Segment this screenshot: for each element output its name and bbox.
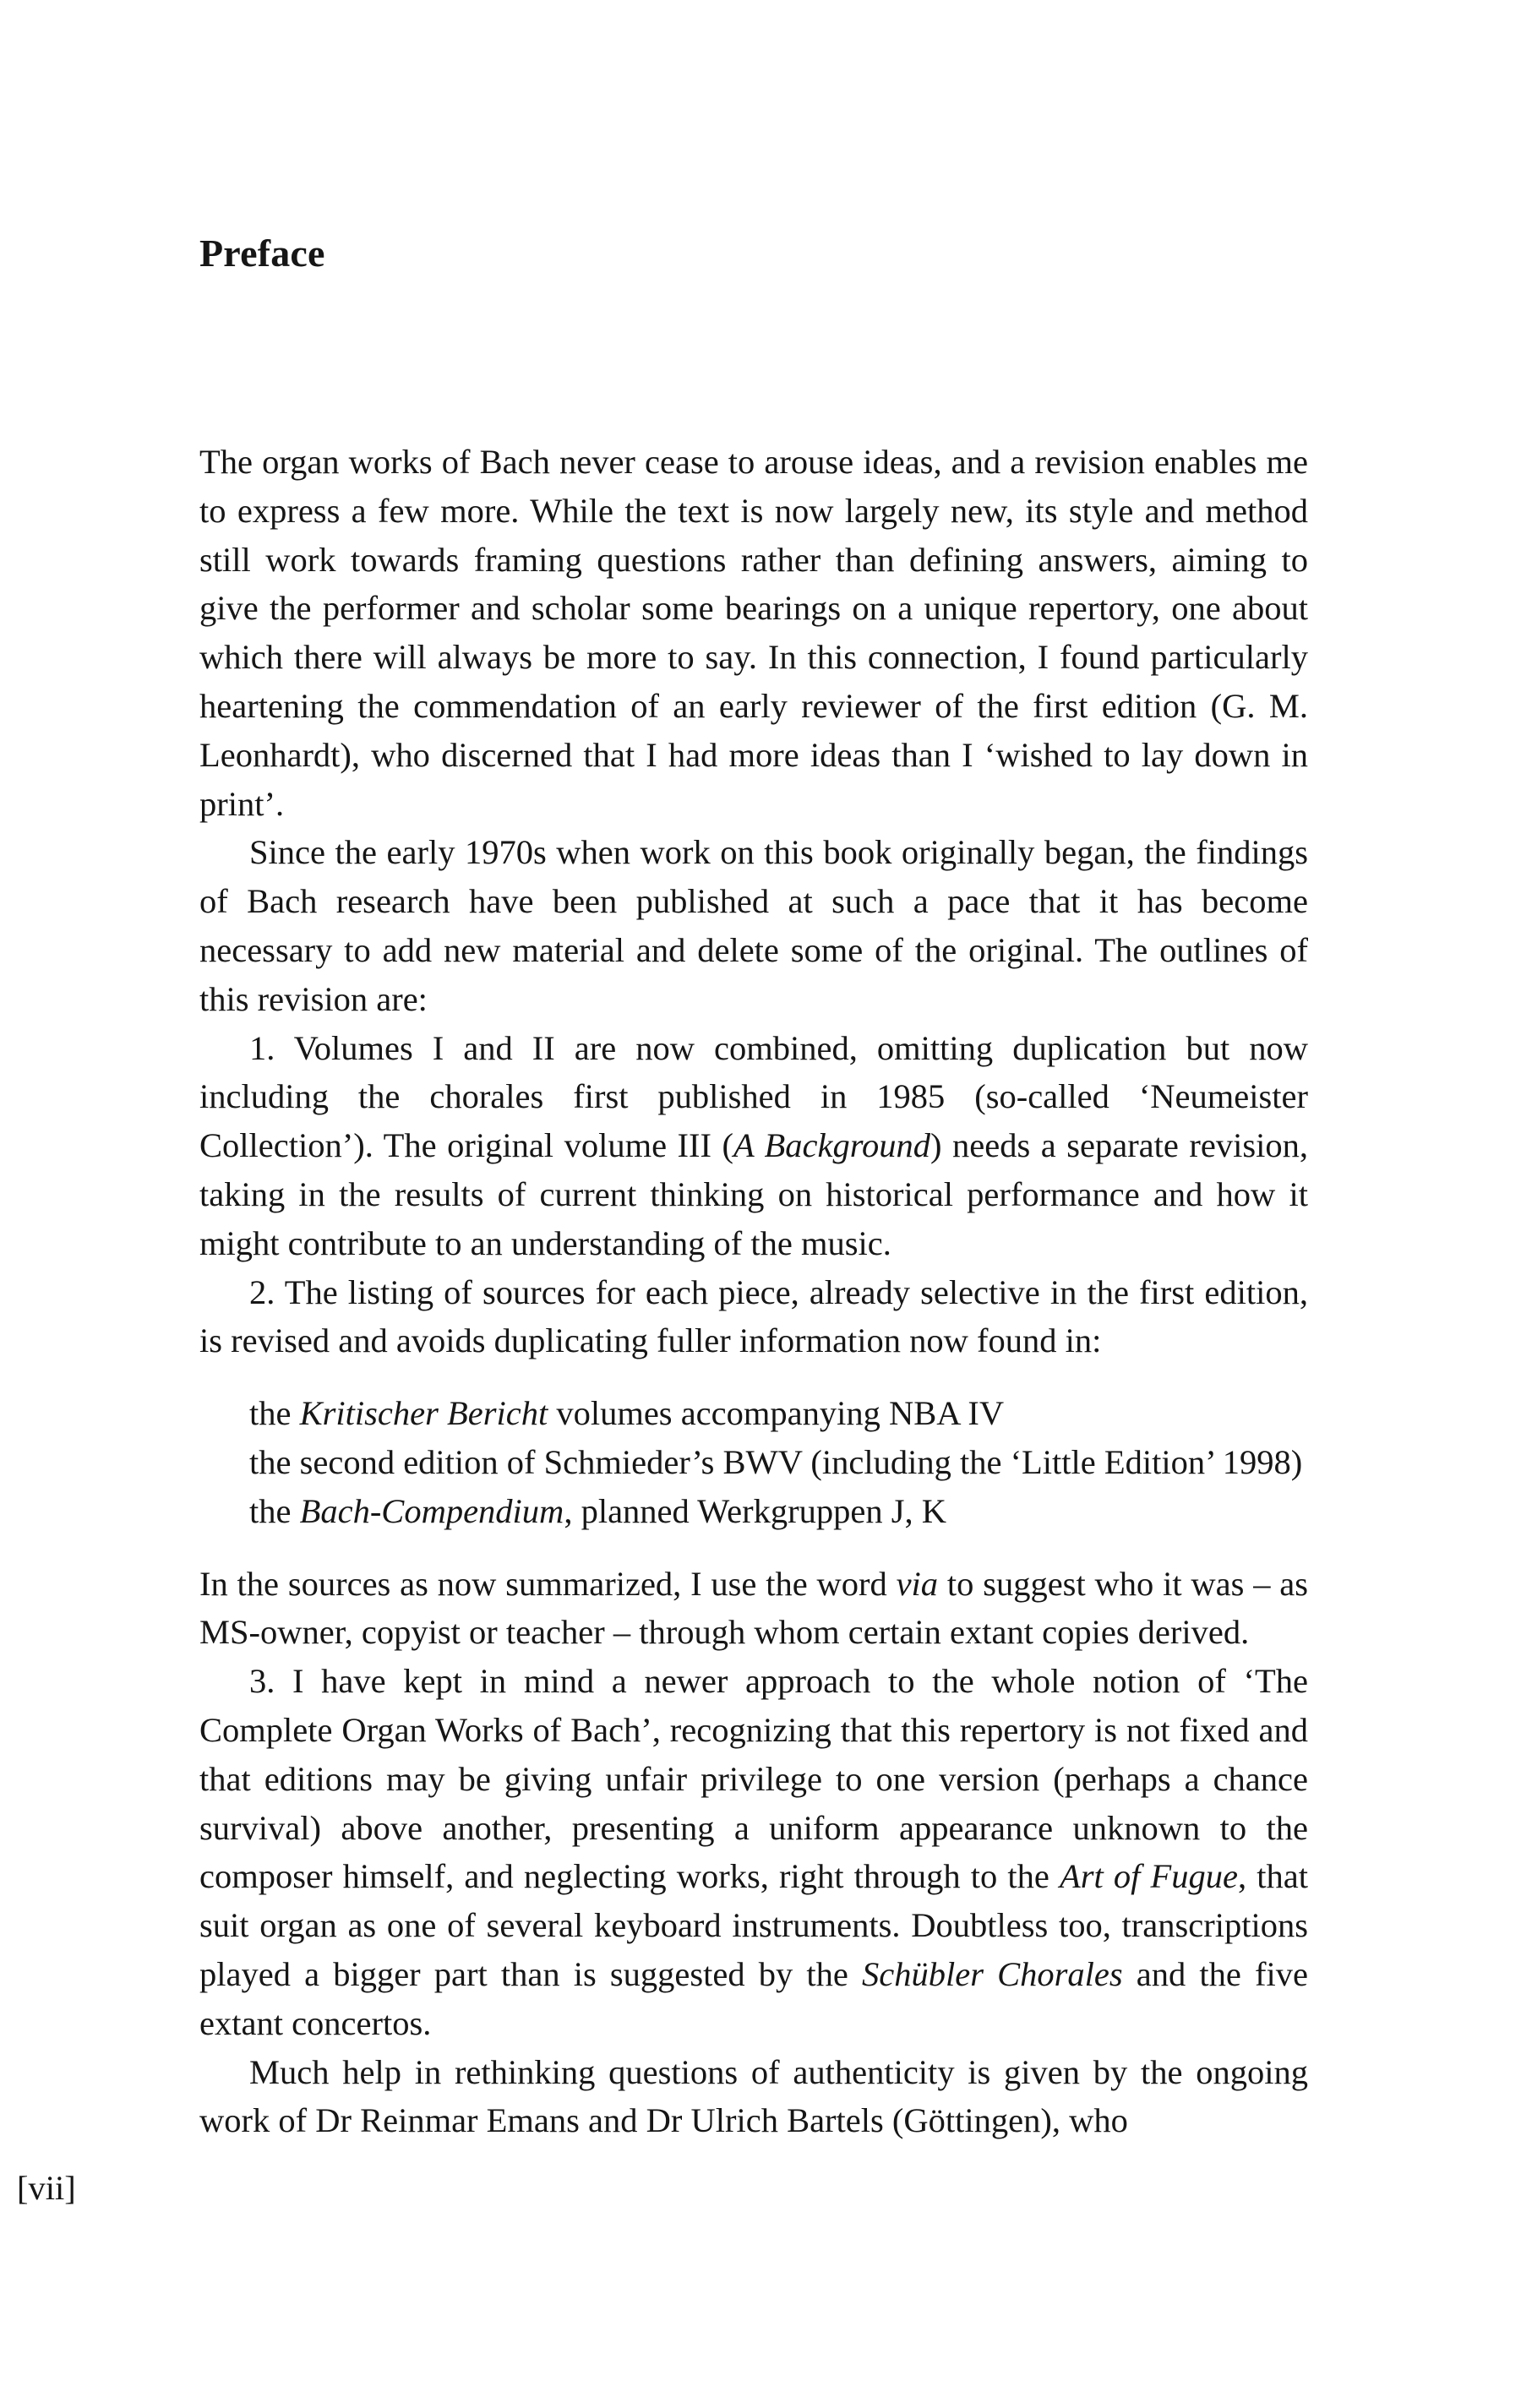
page-title: Preface bbox=[199, 232, 325, 275]
paragraph-via-note: In the sources as now summarized, I use the word via to suggest who it was – as MS-owner, copyist or teacher – through whom certain extant copies derived. bbox=[199, 1564, 1309, 1652]
paragraph-authenticity: Much help in rethinking questions of authenticity is given by the ongoing work of Dr Reinmar Emans and Dr Ulrich Bartels (Göttingen), who bbox=[199, 2052, 1308, 2140]
list-item: the Kritischer Bericht volumes accompanying NBA IV bbox=[249, 1394, 1005, 1433]
body-text bbox=[199, 438, 1308, 2145]
sources-list bbox=[249, 1389, 1308, 1535]
paragraph-point-1: 1. Volumes I and II are now combined, omitting duplication but now including the chorales first published in 1985 (so-called ‘Neumeister Collection’). The original volume III (A Background) needs a separate revision, taking in the results of current thinking on historical performance and how it might contribute to an understanding of the music. bbox=[199, 1028, 1309, 1262]
paragraph-revision-outline: Since the early 1970s when work on this book originally began, the findings of Bach research have been published at such a pace that it has become necessary to add new material and delete some of the original. The outlines of this revision are: bbox=[199, 833, 1308, 1018]
paragraph-point-3: 3. I have kept in mind a newer approach to the whole notion of ‘The Complete Organ Works of Bach’, recognizing that this repertory is not fixed and that editions may be giving unfair privilege to one version (perhaps a chance survival) above another, presenting a uniform appearance unknown to the composer himself, and neglecting works, right through to the Art of Fugue, that suit organ as one of several keyboard instruments. Doubtless too, transcriptions played a bigger part than is suggested by the Schübler Chorales and the five extant concertos. bbox=[199, 1662, 1309, 2042]
paragraph-point-2: 2. The listing of sources for each piece, already selective in the first edition, is revised and avoids duplicating fuller information now found in: bbox=[199, 1272, 1308, 1360]
list-item: the Bach-Compendium, planned Werkgruppen J, K bbox=[249, 1491, 946, 1530]
italic-title: A Background bbox=[733, 1126, 931, 1165]
paragraph-intro: The organ works of Bach never cease to arouse ideas, and a revision enables me to express a few more. While the text is now largely new, its style and method still work towards framing questions rather than defining answers, aiming to give the performer and scholar some bearings on a unique repertory, one about which there will always be more to say. In this connection, I found particularly heartening the commendation of an early reviewer of the first edition (G. M. Leonhardt), who discerned that I had more ideas than I ‘wished to lay down in print’. bbox=[199, 443, 1308, 823]
page-number: [vii] bbox=[17, 2169, 76, 2207]
list-item: the second edition of Schmieder’s BWV (including the ‘Little Edition’ 1998) bbox=[249, 1442, 1303, 1481]
